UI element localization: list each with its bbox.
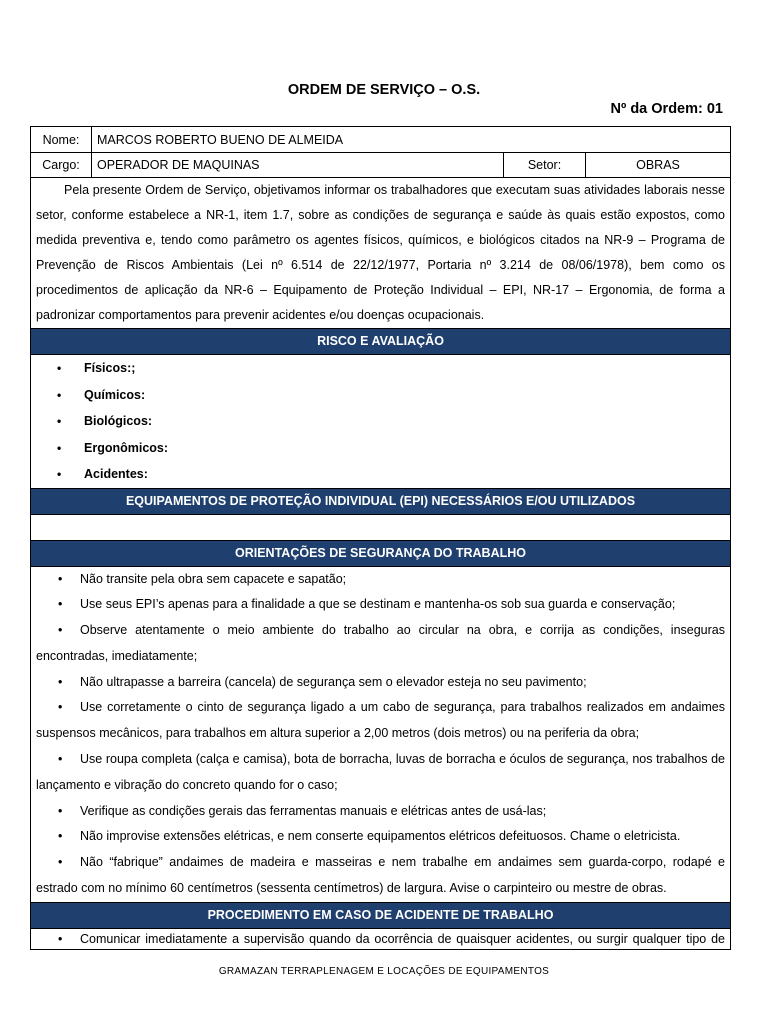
service-order-form: [30, 126, 731, 950]
role-label: Cargo:: [31, 153, 92, 177]
bullet-icon: •: [57, 467, 62, 481]
guideline-text: Não ultrapasse a barreira (cancela) de segurança sem o elevador esteja no seu pavimento;: [80, 674, 587, 689]
bullet-icon: •: [58, 829, 63, 844]
bullet-icon: •: [58, 597, 63, 612]
list-item: [31, 408, 730, 435]
list-item: [31, 355, 730, 382]
list-item: [31, 435, 730, 462]
list-item: [31, 592, 730, 618]
list-item: [31, 382, 730, 409]
bullet-icon: •: [58, 931, 63, 946]
guideline-text: Observe atentamente o meio ambiente do trabalho ao circular na obra, e corrija as condições, inseguras encontradas, imediatamente;: [36, 623, 725, 663]
bullet-icon: •: [57, 440, 62, 455]
guideline-text: Verifique as condições gerais das ferramentas manuais e elétricas antes de usá-las;: [80, 803, 547, 818]
epi-empty-row: [31, 515, 730, 541]
accident-procedure-list: [31, 929, 730, 949]
list-item: [31, 618, 730, 670]
name-value: MARCOS ROBERTO BUENO DE ALMEIDA: [97, 132, 344, 147]
intro-paragraph: Pela presente Ordem de Serviço, objetivamos informar os trabalhadores que executam suas atividades laborais nesse setor, conforme estabelece a NR-1, item 1.7, sobre as condições de segurança e saúde às quais estão expostos, como medida preventiva e, tendo como parâmetro os agentes físicos, químicos, e biológicos citados na NR-9 – Programa de Prevenção de Riscos Ambientais (Lei nº 6.514 de 22/12/1977, Portaria nº 3.214 de 08/06/1978), bem como os procedimentos de aplicação da NR-6 – Equipamento de Proteção Individual – EPI, NR-17 – Ergonomia, de forma a padronizar comportamentos para prevenir acidentes e/ou doenças ocupacionais.: [31, 178, 730, 329]
guideline-text: Não “fabrique” andaimes de madeira e masseiras e nem trabalhe em andaimes sem guarda-corpo, rodapé e estrado com no mínimo 60 centímetros (sessenta centímetros) de largura. Avise o carpinteiro ou mestre de obras.: [36, 855, 725, 896]
risk-chemical: Químicos:: [84, 387, 146, 402]
guideline-text: Use roupa completa (calça e camisa), bota de borracha, luvas de borracha e óculos de segurança, nos trabalhos de lançamento e vibração do concreto quando for o caso;: [36, 752, 725, 792]
bullet-icon: •: [58, 700, 63, 715]
accident-section-header: PROCEDIMENTO EM CASO DE ACIDENTE DE TRABALHO: [31, 903, 730, 929]
list-item: [31, 695, 730, 747]
order-number: Nº da Ordem: 01: [610, 101, 723, 117]
guideline-text: Use seus EPI’s apenas para a finalidade a que se destinam e mantenha-os sob sua guarda e conservação;: [80, 597, 676, 612]
sector-value: OBRAS: [636, 158, 680, 172]
guideline-text: Use corretamente o cinto de segurança ligado a um cabo de segurança, para trabalhos realizados em andaimes suspensos mecânicos, para trabalhos em altura superior a 2,00 metros (dois metros) ou na periferia da obra;: [36, 700, 725, 741]
guideline-text: Não transite pela obra sem capacete e sapatão;: [80, 571, 347, 586]
bullet-icon: •: [58, 674, 63, 689]
risk-accident: Acidentes:: [84, 467, 148, 481]
list-item: [31, 670, 730, 696]
bullet-icon: •: [58, 803, 63, 818]
bullet-icon: •: [57, 361, 62, 375]
list-item: [31, 567, 730, 593]
risk-ergonomic: Ergonômicos:: [84, 440, 169, 455]
guidelines-list: [31, 567, 730, 903]
list-item: [31, 850, 730, 902]
list-item: [31, 461, 730, 488]
name-row: [31, 127, 730, 153]
name-label: Nome:: [31, 127, 92, 152]
list-item: [31, 799, 730, 825]
risk-list: [31, 355, 730, 489]
list-item: [31, 747, 730, 799]
epi-section-header: EQUIPAMENTOS DE PROTEÇÃO INDIVIDUAL (EPI) NECESSÁRIOS E/OU UTILIZADOS: [31, 489, 730, 515]
guidelines-section-header: ORIENTAÇÕES DE SEGURANÇA DO TRABALHO: [31, 541, 730, 567]
role-value: OPERADOR DE MAQUINAS: [92, 153, 504, 177]
bullet-icon: •: [58, 855, 63, 870]
sector-label: Setor:: [504, 153, 586, 177]
accident-step-text: Comunicar imediatamente a supervisão quando da ocorrência de quaisquer acidentes, ou surgir qualquer tipo de: [80, 931, 725, 946]
list-item: [31, 929, 730, 949]
bullet-icon: •: [57, 387, 62, 402]
risk-section-header: RISCO E AVALIAÇÃO: [31, 329, 730, 355]
bullet-icon: •: [58, 752, 63, 767]
risk-physical: Físicos:;: [84, 361, 136, 375]
document-title: ORDEM DE SERVIÇO – O.S.: [287, 82, 481, 98]
risk-biological: Biológicos:: [84, 414, 153, 428]
role-row: [31, 153, 730, 178]
bullet-icon: •: [58, 623, 63, 638]
bullet-icon: •: [57, 414, 62, 428]
guideline-text: Não improvise extensões elétricas, e nem conserte equipamentos elétricos defeituosos. Chame o eletricista.: [80, 829, 681, 844]
bullet-icon: •: [58, 571, 63, 586]
page-footer: GRAMAZAN TERRAPLENAGEM E LOCAÇÕES DE EQUIPAMENTOS: [218, 966, 550, 977]
list-item: [31, 824, 730, 850]
